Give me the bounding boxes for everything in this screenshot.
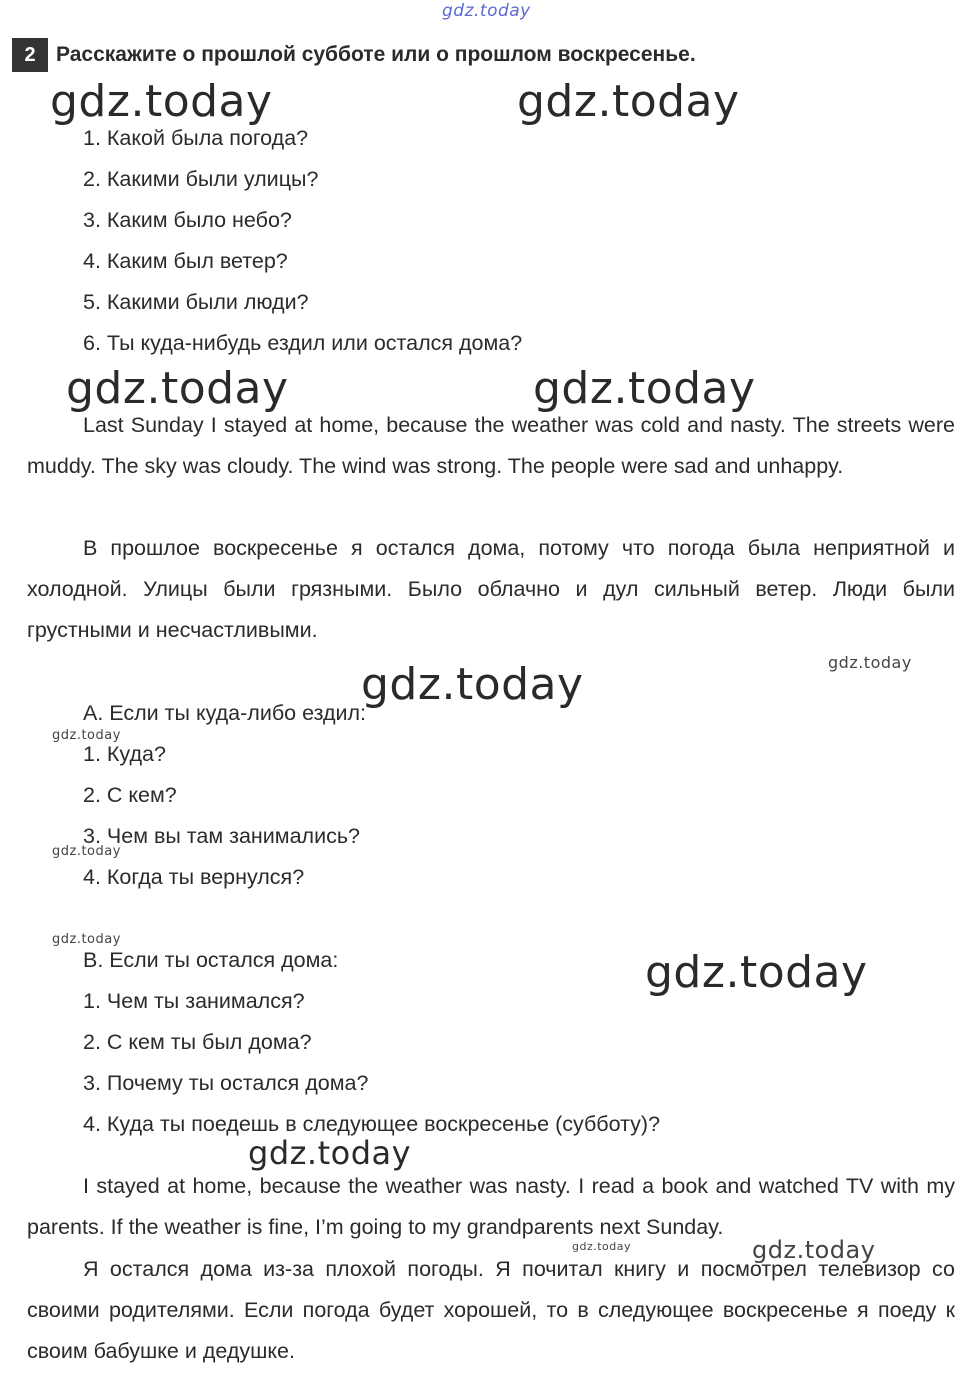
watermark: gdz.today — [828, 653, 912, 672]
watermark: gdz.today — [645, 947, 868, 998]
watermark-top: gdz.today — [442, 1, 531, 21]
section-a-heading: А. Если ты куда-либо ездил: — [83, 701, 367, 725]
watermark: gdz.today — [248, 1134, 412, 1172]
watermark: gdz.today — [52, 844, 121, 859]
watermark: gdz.today — [752, 1236, 876, 1264]
watermark: gdz.today — [517, 76, 740, 127]
watermark: gdz.today — [361, 659, 584, 710]
answer-russian-2: Я остался дома из-за плохой погоды. Я почитал книгу и посмотрел телевизор со своими родителями. Если погода будет хорошей, то в следующее воскресенье я поеду к своим бабушке и дедушке. — [27, 1257, 955, 1363]
answer-english-2: I stayed at home, because the weather was nasty. I read a book and watched TV with my parents. If the weather is fine, I’m going to my grandparents next Sunday. — [27, 1174, 955, 1239]
question-item: 2. Какими были улицы? — [83, 167, 319, 191]
task-number-badge: 2 — [12, 38, 48, 72]
watermark: gdz.today — [52, 728, 121, 743]
task-header — [12, 38, 696, 72]
watermark: gdz.today — [66, 363, 289, 414]
question-item: 6. Ты куда-нибудь ездил или остался дома? — [83, 331, 523, 355]
section-a-question: 2. С кем? — [83, 783, 177, 807]
watermark: gdz.today — [572, 1240, 632, 1253]
watermark: gdz.today — [52, 932, 121, 947]
question-item: 1. Какой была погода? — [83, 126, 309, 150]
section-b-question: 2. С кем ты был дома? — [83, 1030, 312, 1054]
section-b-question: 1. Чем ты занимался? — [83, 989, 305, 1013]
question-item: 5. Какими были люди? — [83, 290, 309, 314]
section-b-question: 4. Куда ты поедешь в следующее воскресенье (субботу)? — [83, 1112, 661, 1136]
watermark: gdz.today — [50, 76, 273, 127]
answer-russian-1: В прошлое воскресенье я остался дома, потому что погода была неприятной и холодной. Улицы были грязными. Было облачно и дул сильный ветер. Люди были грустными и несчастливыми. — [27, 536, 955, 642]
answer-english-1: Last Sunday I stayed at home, because the weather was cold and nasty. The streets were muddy. The sky was cloudy. The wind was strong. The people were sad and unhappy. — [27, 413, 955, 478]
watermark: gdz.today — [533, 363, 756, 414]
section-a-question: 4. Когда ты вернулся? — [83, 865, 305, 889]
section-a-question: 3. Чем вы там занимались? — [83, 824, 361, 848]
question-item: 3. Каким было небо? — [83, 208, 292, 232]
task-title: Расскажите о прошлой субботе или о прошлом воскресенье. — [56, 43, 696, 66]
section-b-question: 3. Почему ты остался дома? — [83, 1071, 369, 1095]
section-b-heading: В. Если ты остался дома: — [83, 948, 339, 972]
section-a-question: 1. Куда? — [83, 742, 166, 766]
question-item: 4. Каким был ветер? — [83, 249, 288, 273]
